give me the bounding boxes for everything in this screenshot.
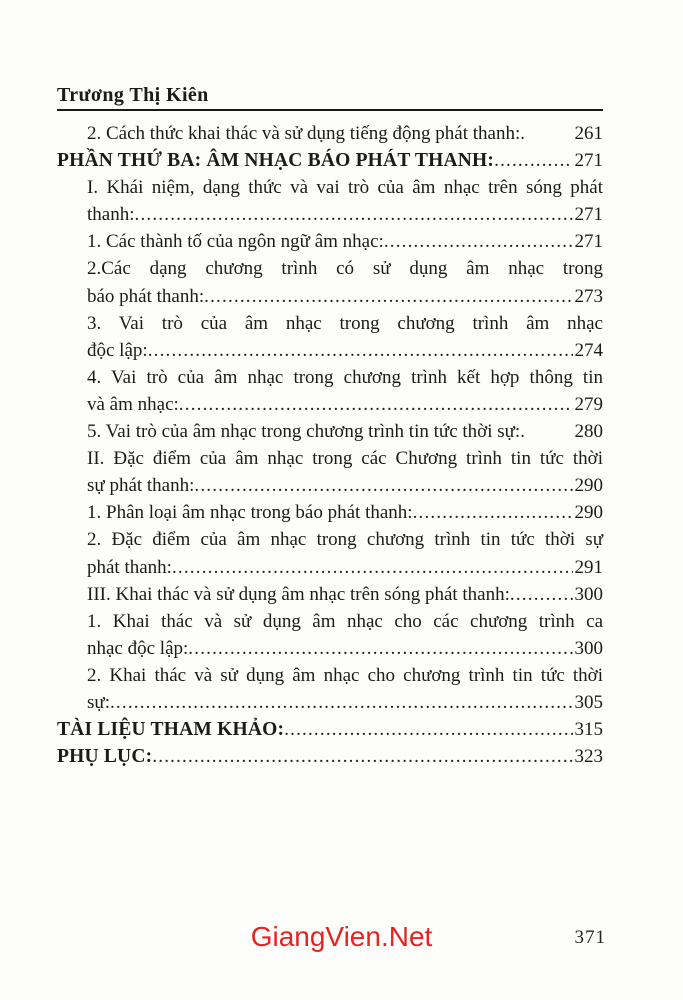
toc-entry-first-line: 2. Khai thác và sử dụng âm nhạc cho chương trình tin tức thời bbox=[87, 664, 603, 686]
toc-entry-line bbox=[57, 147, 603, 174]
toc-entry-line bbox=[87, 554, 603, 581]
toc-entry-line bbox=[87, 581, 603, 608]
toc-entry-label: sự: bbox=[87, 691, 110, 713]
toc-entry-page-number: 290 bbox=[574, 475, 603, 497]
toc-entry bbox=[57, 662, 603, 716]
toc-entry-page-number: 261 bbox=[574, 123, 603, 144]
toc-entry-page-number: 274 bbox=[574, 339, 603, 361]
toc-entry bbox=[57, 526, 603, 580]
toc-entry-label: 5. Vai trò của âm nhạc trong chương trình tin tức thời sự:. bbox=[87, 421, 525, 443]
toc-entry-label: III. Khai thác và sử dụng âm nhạc trên sóng phát thanh: bbox=[87, 583, 510, 605]
toc-entry bbox=[57, 499, 603, 526]
toc-entry-line bbox=[87, 228, 603, 255]
dot-leader bbox=[172, 554, 573, 581]
dot-leader bbox=[148, 337, 573, 364]
table-of-contents bbox=[57, 120, 603, 770]
toc-entry-label: báo phát thanh: bbox=[87, 285, 205, 307]
toc-entry bbox=[57, 147, 603, 174]
toc-entry-first-line: 1. Khai thác và sử dụng âm nhạc cho các chương trình ca bbox=[87, 610, 603, 632]
dot-leader bbox=[194, 472, 572, 499]
toc-entry bbox=[57, 310, 603, 364]
toc-entry-page-number: 300 bbox=[574, 583, 603, 605]
toc-entry-page-number: 291 bbox=[574, 556, 603, 578]
toc-entry-first-line: II. Đặc điểm của âm nhạc trong các Chương trình tin tức thời bbox=[87, 448, 603, 470]
page-number: 371 bbox=[574, 927, 606, 948]
toc-entry-first-line: 4. Vai trò của âm nhạc trong chương trình kết hợp thông tin bbox=[87, 366, 603, 388]
toc-entry-label: TÀI LIỆU THAM KHẢO: bbox=[57, 719, 285, 741]
toc-entry-label: và âm nhạc: bbox=[87, 393, 179, 415]
toc-entry-label: 2. Cách thức khai thác và sử dụng tiếng động phát thanh:. bbox=[87, 123, 525, 144]
dot-leader bbox=[384, 228, 573, 255]
toc-entry-first-line: 2.Các dạng chương trình có sử dụng âm nhạc trong bbox=[87, 258, 603, 280]
toc-entry-page-number: 271 bbox=[574, 204, 603, 226]
dot-leader bbox=[204, 283, 572, 310]
dot-leader bbox=[152, 743, 572, 770]
toc-entry-label: 1. Các thành tố của ngôn ngữ âm nhạc: bbox=[87, 231, 384, 253]
toc-entry-page-number: 305 bbox=[574, 691, 603, 713]
dot-leader bbox=[510, 581, 573, 608]
page-header-rule bbox=[57, 84, 603, 111]
toc-entry-page-number: 315 bbox=[574, 719, 603, 741]
toc-entry-line bbox=[87, 689, 603, 716]
toc-entry-line bbox=[87, 201, 603, 228]
dot-leader bbox=[188, 635, 572, 662]
dot-leader bbox=[494, 147, 572, 174]
toc-entry-label: PHỤ LỤC: bbox=[57, 746, 153, 768]
toc-entry-page-number: 279 bbox=[574, 393, 603, 415]
toc-entry bbox=[57, 364, 603, 418]
toc-entry-line bbox=[87, 120, 603, 147]
toc-entry-line bbox=[87, 337, 603, 364]
toc-entry-page-number: 273 bbox=[574, 285, 603, 307]
dot-leader bbox=[110, 689, 573, 716]
toc-entry bbox=[57, 255, 603, 309]
toc-entry-label: nhạc độc lập: bbox=[87, 637, 189, 659]
toc-entry-line bbox=[87, 283, 603, 310]
toc-entry-label: thanh: bbox=[87, 204, 135, 226]
toc-entry-label: sự phát thanh: bbox=[87, 475, 195, 497]
toc-entry-page-number: 290 bbox=[574, 502, 603, 524]
toc-entry-line bbox=[57, 743, 603, 770]
toc-entry-line bbox=[87, 499, 603, 526]
toc-entry bbox=[57, 418, 603, 445]
author-name: Trương Thị Kiên bbox=[57, 84, 209, 106]
toc-entry-page-number: 323 bbox=[574, 746, 603, 768]
dot-leader bbox=[135, 201, 573, 228]
toc-entry-page-number: 280 bbox=[574, 421, 603, 443]
toc-entry-first-line: 3. Vai trò của âm nhạc trong chương trình âm nhạc bbox=[87, 312, 603, 334]
toc-entry-line bbox=[87, 472, 603, 499]
toc-entry-line bbox=[87, 418, 603, 445]
toc-entry-page-number: 300 bbox=[574, 637, 603, 659]
toc-entry bbox=[57, 581, 603, 608]
toc-entry bbox=[57, 120, 603, 147]
toc-entry-first-line: I. Khái niệm, dạng thức và vai trò của âm nhạc trên sóng phát bbox=[87, 177, 603, 199]
toc-entry bbox=[57, 716, 603, 743]
toc-entry-page-number: 271 bbox=[574, 150, 603, 172]
toc-entry-line bbox=[87, 635, 603, 662]
dot-leader bbox=[413, 499, 573, 526]
toc-entry-line bbox=[87, 391, 603, 418]
toc-entry bbox=[57, 174, 603, 228]
toc-entry-label: PHẦN THỨ BA: ÂM NHẠC BÁO PHÁT THANH: bbox=[57, 150, 495, 172]
toc-entry bbox=[57, 608, 603, 662]
toc-entry bbox=[57, 445, 603, 499]
toc-entry-label: độc lập: bbox=[87, 339, 148, 361]
toc-entry-line bbox=[57, 716, 603, 743]
toc-entry-page-number: 271 bbox=[574, 231, 603, 253]
toc-entry bbox=[57, 228, 603, 255]
watermark-text: GiangVien.Net bbox=[250, 921, 433, 952]
toc-entry-label: phát thanh: bbox=[87, 556, 172, 578]
dot-leader bbox=[284, 716, 572, 743]
dot-leader bbox=[179, 391, 573, 418]
toc-entry-first-line: 2. Đặc điểm của âm nhạc trong chương trình tin tức thời sự bbox=[87, 529, 603, 551]
toc-entry-label: 1. Phân loại âm nhạc trong báo phát thanh: bbox=[87, 502, 413, 524]
toc-entry bbox=[57, 743, 603, 770]
